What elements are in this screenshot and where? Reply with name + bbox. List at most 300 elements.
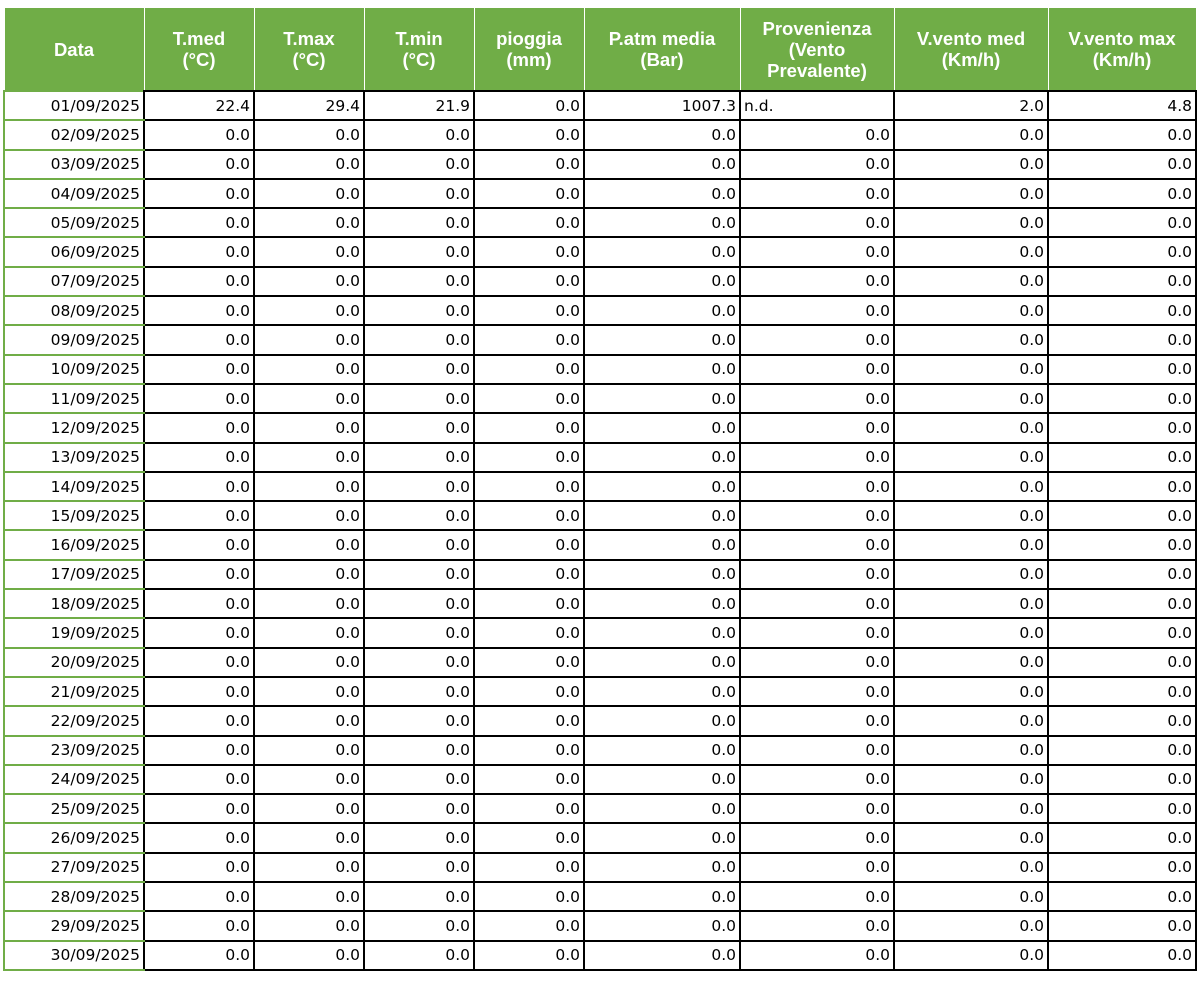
table-body — [4, 91, 1196, 970]
cell-t-med: 0.0 — [144, 706, 254, 735]
header-row — [4, 8, 1196, 92]
cell-t-max: 0.0 — [254, 120, 364, 149]
cell-provenienza: 0.0 — [740, 677, 894, 706]
cell-t-min: 0.0 — [364, 823, 474, 852]
cell-t-max: 0.0 — [254, 589, 364, 618]
cell-t-min: 0.0 — [364, 911, 474, 940]
cell-t-min: 0.0 — [364, 296, 474, 325]
cell-p-atm: 0.0 — [584, 443, 740, 472]
cell-date: 02/09/2025 — [4, 120, 144, 149]
header-line: P.atm media — [608, 28, 716, 49]
cell-provenienza: 0.0 — [740, 911, 894, 940]
cell-p-atm: 0.0 — [584, 648, 740, 677]
cell-pioggia: 0.0 — [474, 296, 584, 325]
cell-v-vento-max: 0.0 — [1048, 706, 1196, 735]
cell-t-med: 0.0 — [144, 911, 254, 940]
cell-v-vento-max: 0.0 — [1048, 208, 1196, 237]
cell-v-vento-med: 0.0 — [894, 882, 1048, 911]
cell-v-vento-max: 0.0 — [1048, 530, 1196, 559]
cell-t-max: 0.0 — [254, 941, 364, 970]
cell-t-max: 0.0 — [254, 736, 364, 765]
table-row — [4, 823, 1196, 852]
header-line: (Km/h) — [1092, 49, 1152, 70]
cell-p-atm: 0.0 — [584, 355, 740, 384]
cell-v-vento-med: 0.0 — [894, 736, 1048, 765]
cell-pioggia: 0.0 — [474, 882, 584, 911]
cell-p-atm: 0.0 — [584, 853, 740, 882]
cell-t-max: 0.0 — [254, 296, 364, 325]
cell-date: 03/09/2025 — [4, 150, 144, 179]
cell-v-vento-max: 0.0 — [1048, 882, 1196, 911]
cell-t-min: 0.0 — [364, 150, 474, 179]
table-row — [4, 472, 1196, 501]
cell-v-vento-med: 0.0 — [894, 765, 1048, 794]
cell-date: 01/09/2025 — [4, 91, 144, 120]
cell-p-atm: 0.0 — [584, 823, 740, 852]
cell-pioggia: 0.0 — [474, 267, 584, 296]
cell-provenienza: 0.0 — [740, 882, 894, 911]
cell-v-vento-max: 0.0 — [1048, 413, 1196, 442]
header-line: T.med — [172, 28, 226, 49]
cell-t-max: 0.0 — [254, 765, 364, 794]
cell-v-vento-med: 0.0 — [894, 794, 1048, 823]
header-line: (Bar) — [640, 49, 684, 70]
cell-date: 11/09/2025 — [4, 384, 144, 413]
cell-v-vento-max: 0.0 — [1048, 560, 1196, 589]
table-row — [4, 677, 1196, 706]
cell-provenienza: 0.0 — [740, 530, 894, 559]
table-row — [4, 413, 1196, 442]
cell-p-atm: 0.0 — [584, 384, 740, 413]
cell-date: 06/09/2025 — [4, 237, 144, 266]
cell-pioggia: 0.0 — [474, 648, 584, 677]
header-line: V.vento max — [1068, 28, 1176, 49]
cell-provenienza: 0.0 — [740, 618, 894, 647]
cell-date: 23/09/2025 — [4, 736, 144, 765]
cell-t-med: 0.0 — [144, 560, 254, 589]
cell-v-vento-max: 0.0 — [1048, 179, 1196, 208]
cell-t-max: 0.0 — [254, 501, 364, 530]
cell-date: 25/09/2025 — [4, 794, 144, 823]
cell-t-min: 21.9 — [364, 91, 474, 120]
table-row — [4, 237, 1196, 266]
cell-t-max: 0.0 — [254, 677, 364, 706]
cell-t-max: 0.0 — [254, 237, 364, 266]
cell-t-med: 0.0 — [144, 267, 254, 296]
table-row — [4, 853, 1196, 882]
cell-v-vento-med: 0.0 — [894, 853, 1048, 882]
cell-t-min: 0.0 — [364, 179, 474, 208]
cell-v-vento-med: 0.0 — [894, 706, 1048, 735]
cell-t-med: 0.0 — [144, 355, 254, 384]
cell-provenienza: 0.0 — [740, 472, 894, 501]
table-row — [4, 501, 1196, 530]
cell-v-vento-max: 0.0 — [1048, 618, 1196, 647]
cell-v-vento-med: 0.0 — [894, 472, 1048, 501]
cell-t-med: 0.0 — [144, 677, 254, 706]
weather-data-table — [3, 7, 1197, 971]
cell-provenienza: 0.0 — [740, 384, 894, 413]
cell-date: 14/09/2025 — [4, 472, 144, 501]
cell-t-min: 0.0 — [364, 237, 474, 266]
header-line: (°C) — [402, 49, 436, 70]
table-row — [4, 618, 1196, 647]
header-v-vento-max — [1048, 8, 1196, 92]
cell-t-min: 0.0 — [364, 882, 474, 911]
cell-p-atm: 0.0 — [584, 530, 740, 559]
cell-t-max: 29.4 — [254, 91, 364, 120]
cell-v-vento-med: 0.0 — [894, 384, 1048, 413]
cell-date: 30/09/2025 — [4, 941, 144, 970]
cell-t-med: 0.0 — [144, 296, 254, 325]
cell-t-max: 0.0 — [254, 648, 364, 677]
cell-pioggia: 0.0 — [474, 120, 584, 149]
table-row — [4, 120, 1196, 149]
cell-pioggia: 0.0 — [474, 91, 584, 120]
cell-date: 10/09/2025 — [4, 355, 144, 384]
cell-provenienza: 0.0 — [740, 237, 894, 266]
cell-t-max: 0.0 — [254, 325, 364, 354]
cell-date: 26/09/2025 — [4, 823, 144, 852]
cell-t-max: 0.0 — [254, 823, 364, 852]
cell-t-max: 0.0 — [254, 618, 364, 647]
cell-v-vento-med: 0.0 — [894, 823, 1048, 852]
cell-t-max: 0.0 — [254, 150, 364, 179]
cell-t-max: 0.0 — [254, 384, 364, 413]
cell-provenienza: 0.0 — [740, 267, 894, 296]
cell-pioggia: 0.0 — [474, 530, 584, 559]
cell-v-vento-max: 0.0 — [1048, 589, 1196, 618]
cell-v-vento-med: 0.0 — [894, 560, 1048, 589]
cell-t-max: 0.0 — [254, 413, 364, 442]
cell-v-vento-max: 0.0 — [1048, 736, 1196, 765]
cell-pioggia: 0.0 — [474, 443, 584, 472]
cell-date: 27/09/2025 — [4, 853, 144, 882]
cell-p-atm: 0.0 — [584, 208, 740, 237]
cell-v-vento-max: 0.0 — [1048, 384, 1196, 413]
cell-provenienza: 0.0 — [740, 853, 894, 882]
cell-t-med: 0.0 — [144, 882, 254, 911]
header-line: Data — [53, 38, 95, 60]
header-data — [4, 8, 144, 92]
cell-pioggia: 0.0 — [474, 677, 584, 706]
header-line: (mm) — [506, 49, 552, 70]
cell-t-med: 0.0 — [144, 413, 254, 442]
cell-t-med: 0.0 — [144, 941, 254, 970]
cell-t-med: 0.0 — [144, 853, 254, 882]
cell-pioggia: 0.0 — [474, 501, 584, 530]
cell-pioggia: 0.0 — [474, 179, 584, 208]
cell-provenienza: 0.0 — [740, 706, 894, 735]
header-line: T.max — [283, 28, 335, 49]
cell-date: 20/09/2025 — [4, 648, 144, 677]
cell-v-vento-max: 0.0 — [1048, 794, 1196, 823]
cell-t-min: 0.0 — [364, 120, 474, 149]
header-line: Prevalente) — [767, 59, 867, 81]
table-row — [4, 179, 1196, 208]
cell-date: 13/09/2025 — [4, 443, 144, 472]
cell-t-min: 0.0 — [364, 355, 474, 384]
cell-date: 28/09/2025 — [4, 882, 144, 911]
cell-date: 29/09/2025 — [4, 911, 144, 940]
table-row — [4, 355, 1196, 384]
cell-t-min: 0.0 — [364, 472, 474, 501]
cell-v-vento-med: 0.0 — [894, 443, 1048, 472]
cell-t-min: 0.0 — [364, 560, 474, 589]
table-row — [4, 706, 1196, 735]
cell-provenienza: 0.0 — [740, 589, 894, 618]
cell-t-med: 0.0 — [144, 765, 254, 794]
header-line: (Km/h) — [941, 49, 1001, 70]
cell-date: 16/09/2025 — [4, 530, 144, 559]
cell-pioggia: 0.0 — [474, 618, 584, 647]
table-row — [4, 267, 1196, 296]
cell-p-atm: 0.0 — [584, 296, 740, 325]
cell-date: 15/09/2025 — [4, 501, 144, 530]
cell-v-vento-med: 0.0 — [894, 677, 1048, 706]
cell-t-min: 0.0 — [364, 530, 474, 559]
cell-t-min: 0.0 — [364, 413, 474, 442]
header-line: Provenienza — [762, 17, 872, 39]
cell-v-vento-max: 4.8 — [1048, 91, 1196, 120]
cell-date: 12/09/2025 — [4, 413, 144, 442]
cell-t-max: 0.0 — [254, 882, 364, 911]
cell-p-atm: 0.0 — [584, 706, 740, 735]
cell-provenienza: 0.0 — [740, 208, 894, 237]
cell-v-vento-max: 0.0 — [1048, 823, 1196, 852]
cell-v-vento-max: 0.0 — [1048, 267, 1196, 296]
cell-v-vento-med: 0.0 — [894, 941, 1048, 970]
table-row — [4, 208, 1196, 237]
cell-t-min: 0.0 — [364, 648, 474, 677]
cell-pioggia: 0.0 — [474, 823, 584, 852]
cell-provenienza: n.d. — [740, 91, 894, 120]
cell-date: 04/09/2025 — [4, 179, 144, 208]
cell-v-vento-max: 0.0 — [1048, 941, 1196, 970]
cell-pioggia: 0.0 — [474, 413, 584, 442]
cell-p-atm: 0.0 — [584, 794, 740, 823]
table-row — [4, 150, 1196, 179]
cell-provenienza: 0.0 — [740, 560, 894, 589]
cell-v-vento-max: 0.0 — [1048, 355, 1196, 384]
cell-v-vento-med: 0.0 — [894, 296, 1048, 325]
cell-t-med: 0.0 — [144, 794, 254, 823]
cell-v-vento-max: 0.0 — [1048, 911, 1196, 940]
cell-date: 21/09/2025 — [4, 677, 144, 706]
cell-p-atm: 0.0 — [584, 267, 740, 296]
cell-v-vento-max: 0.0 — [1048, 472, 1196, 501]
cell-t-min: 0.0 — [364, 618, 474, 647]
table-row — [4, 794, 1196, 823]
cell-v-vento-med: 0.0 — [894, 530, 1048, 559]
cell-v-vento-max: 0.0 — [1048, 765, 1196, 794]
cell-t-med: 0.0 — [144, 443, 254, 472]
cell-provenienza: 0.0 — [740, 501, 894, 530]
table-row — [4, 941, 1196, 970]
cell-v-vento-max: 0.0 — [1048, 443, 1196, 472]
cell-provenienza: 0.0 — [740, 120, 894, 149]
header-p-atm-media — [584, 8, 740, 92]
header-line: T.min — [395, 28, 443, 49]
cell-v-vento-med: 0.0 — [894, 501, 1048, 530]
cell-t-min: 0.0 — [364, 208, 474, 237]
cell-p-atm: 0.0 — [584, 237, 740, 266]
table-row — [4, 648, 1196, 677]
cell-date: 09/09/2025 — [4, 325, 144, 354]
cell-t-max: 0.0 — [254, 530, 364, 559]
header-pioggia — [474, 8, 584, 92]
cell-p-atm: 1007.3 — [584, 91, 740, 120]
cell-provenienza: 0.0 — [740, 443, 894, 472]
cell-pioggia: 0.0 — [474, 384, 584, 413]
cell-t-med: 22.4 — [144, 91, 254, 120]
cell-t-max: 0.0 — [254, 179, 364, 208]
cell-pioggia: 0.0 — [474, 911, 584, 940]
cell-t-max: 0.0 — [254, 472, 364, 501]
table-row — [4, 296, 1196, 325]
cell-v-vento-max: 0.0 — [1048, 325, 1196, 354]
cell-t-max: 0.0 — [254, 706, 364, 735]
cell-p-atm: 0.0 — [584, 120, 740, 149]
table-row — [4, 589, 1196, 618]
cell-t-med: 0.0 — [144, 150, 254, 179]
cell-v-vento-med: 0.0 — [894, 648, 1048, 677]
header-t-med — [144, 8, 254, 92]
cell-v-vento-max: 0.0 — [1048, 296, 1196, 325]
cell-pioggia: 0.0 — [474, 560, 584, 589]
cell-pioggia: 0.0 — [474, 472, 584, 501]
cell-date: 17/09/2025 — [4, 560, 144, 589]
cell-v-vento-med: 0.0 — [894, 150, 1048, 179]
cell-provenienza: 0.0 — [740, 413, 894, 442]
cell-t-med: 0.0 — [144, 501, 254, 530]
cell-t-min: 0.0 — [364, 589, 474, 618]
cell-pioggia: 0.0 — [474, 589, 584, 618]
cell-v-vento-max: 0.0 — [1048, 853, 1196, 882]
cell-t-med: 0.0 — [144, 208, 254, 237]
cell-t-max: 0.0 — [254, 794, 364, 823]
cell-p-atm: 0.0 — [584, 560, 740, 589]
cell-v-vento-med: 0.0 — [894, 267, 1048, 296]
cell-t-med: 0.0 — [144, 530, 254, 559]
header-line: V.vento med — [916, 28, 1026, 49]
cell-v-vento-med: 0.0 — [894, 325, 1048, 354]
cell-t-med: 0.0 — [144, 120, 254, 149]
table-row — [4, 911, 1196, 940]
cell-p-atm: 0.0 — [584, 765, 740, 794]
cell-t-max: 0.0 — [254, 443, 364, 472]
cell-v-vento-med: 0.0 — [894, 413, 1048, 442]
cell-provenienza: 0.0 — [740, 325, 894, 354]
cell-date: 18/09/2025 — [4, 589, 144, 618]
cell-pioggia: 0.0 — [474, 765, 584, 794]
cell-v-vento-max: 0.0 — [1048, 648, 1196, 677]
cell-pioggia: 0.0 — [474, 355, 584, 384]
cell-p-atm: 0.0 — [584, 150, 740, 179]
header-v-vento-med — [894, 8, 1048, 92]
header-provenienza — [740, 8, 894, 92]
cell-v-vento-med: 0.0 — [894, 120, 1048, 149]
cell-provenienza: 0.0 — [740, 765, 894, 794]
cell-t-med: 0.0 — [144, 589, 254, 618]
cell-pioggia: 0.0 — [474, 325, 584, 354]
cell-date: 05/09/2025 — [4, 208, 144, 237]
cell-t-min: 0.0 — [364, 325, 474, 354]
header-line: pioggia — [496, 28, 562, 49]
cell-t-med: 0.0 — [144, 179, 254, 208]
cell-p-atm: 0.0 — [584, 911, 740, 940]
cell-v-vento-med: 0.0 — [894, 355, 1048, 384]
cell-v-vento-max: 0.0 — [1048, 677, 1196, 706]
header-line: (Vento — [788, 38, 846, 60]
cell-t-min: 0.0 — [364, 941, 474, 970]
cell-v-vento-max: 0.0 — [1048, 120, 1196, 149]
cell-t-max: 0.0 — [254, 208, 364, 237]
cell-provenienza: 0.0 — [740, 296, 894, 325]
table-row — [4, 443, 1196, 472]
cell-t-min: 0.0 — [364, 267, 474, 296]
cell-p-atm: 0.0 — [584, 501, 740, 530]
cell-pioggia: 0.0 — [474, 150, 584, 179]
cell-t-min: 0.0 — [364, 706, 474, 735]
cell-v-vento-med: 0.0 — [894, 589, 1048, 618]
cell-v-vento-med: 0.0 — [894, 237, 1048, 266]
table-row — [4, 882, 1196, 911]
cell-t-max: 0.0 — [254, 267, 364, 296]
cell-v-vento-med: 0.0 — [894, 911, 1048, 940]
cell-t-med: 0.0 — [144, 823, 254, 852]
cell-t-max: 0.0 — [254, 853, 364, 882]
cell-t-max: 0.0 — [254, 560, 364, 589]
cell-t-med: 0.0 — [144, 618, 254, 647]
cell-p-atm: 0.0 — [584, 589, 740, 618]
cell-t-min: 0.0 — [364, 765, 474, 794]
header-line: (°C) — [182, 49, 216, 70]
cell-provenienza: 0.0 — [740, 179, 894, 208]
cell-date: 08/09/2025 — [4, 296, 144, 325]
cell-provenienza: 0.0 — [740, 150, 894, 179]
cell-p-atm: 0.0 — [584, 325, 740, 354]
table-row — [4, 736, 1196, 765]
cell-v-vento-med: 0.0 — [894, 618, 1048, 647]
cell-t-min: 0.0 — [364, 443, 474, 472]
table-row — [4, 765, 1196, 794]
header-t-min — [364, 8, 474, 92]
cell-pioggia: 0.0 — [474, 794, 584, 823]
cell-date: 24/09/2025 — [4, 765, 144, 794]
cell-t-med: 0.0 — [144, 472, 254, 501]
cell-t-min: 0.0 — [364, 794, 474, 823]
cell-pioggia: 0.0 — [474, 853, 584, 882]
table-row — [4, 384, 1196, 413]
cell-v-vento-max: 0.0 — [1048, 501, 1196, 530]
table-row — [4, 530, 1196, 559]
cell-pioggia: 0.0 — [474, 941, 584, 970]
cell-v-vento-max: 0.0 — [1048, 150, 1196, 179]
cell-pioggia: 0.0 — [474, 237, 584, 266]
cell-p-atm: 0.0 — [584, 941, 740, 970]
cell-p-atm: 0.0 — [584, 472, 740, 501]
cell-p-atm: 0.0 — [584, 179, 740, 208]
cell-provenienza: 0.0 — [740, 355, 894, 384]
cell-t-med: 0.0 — [144, 736, 254, 765]
cell-t-med: 0.0 — [144, 648, 254, 677]
cell-p-atm: 0.0 — [584, 413, 740, 442]
cell-p-atm: 0.0 — [584, 677, 740, 706]
cell-date: 22/09/2025 — [4, 706, 144, 735]
cell-pioggia: 0.0 — [474, 208, 584, 237]
cell-p-atm: 0.0 — [584, 882, 740, 911]
